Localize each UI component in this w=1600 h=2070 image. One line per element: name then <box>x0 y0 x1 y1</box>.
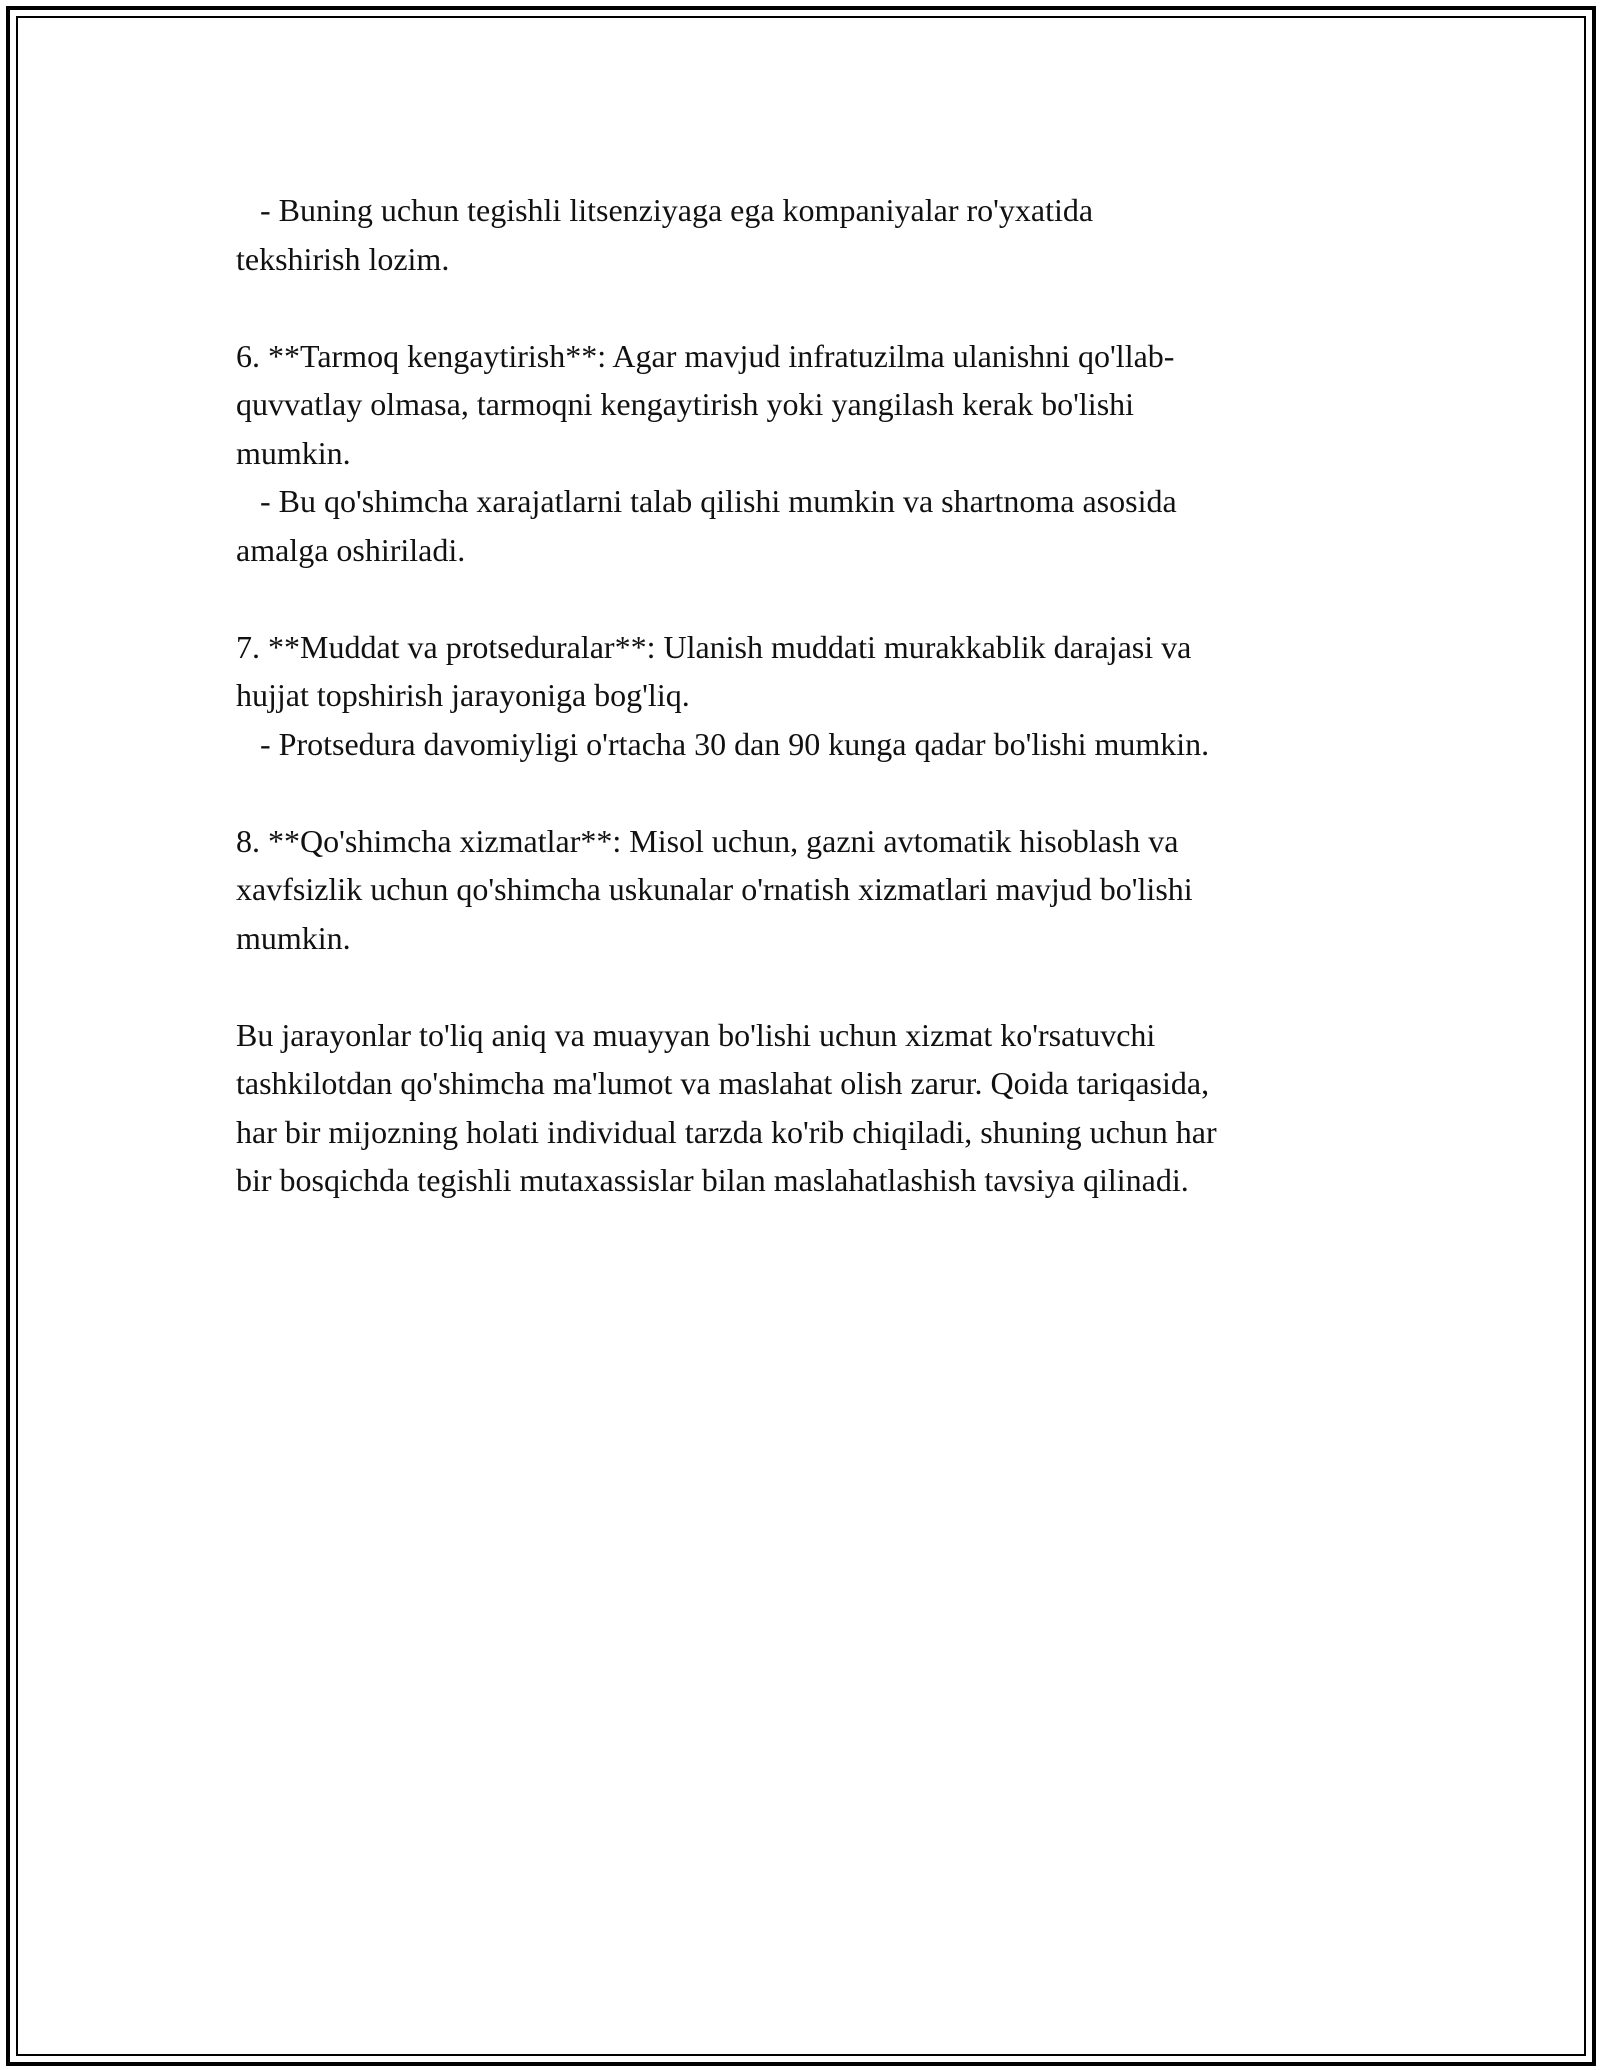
text-line: - Protsedura davomiyligi o'rtacha 30 dan 90 kunga qadar bo'lishi mumkin. <box>236 725 1210 762</box>
paragraph-license-check <box>236 186 1366 283</box>
text-line: mumkin. <box>236 919 351 956</box>
text-line: amalga oshiriladi. <box>236 531 466 568</box>
paragraph-spacer <box>236 283 1366 332</box>
text-line: 8. **Qo'shimcha xizmatlar**: Misol uchun, gazni avtomatik hisoblash va <box>236 822 1179 859</box>
paragraph-additional-services <box>236 817 1366 963</box>
text-line: tashkilotdan qo'shimcha ma'lumot va maslahat olish zarur. Qoida tariqasida, <box>236 1065 1210 1101</box>
text-line: - Bu qo'shimcha xarajatlarni talab qilishi mumkin va shartnoma asosida <box>236 483 1177 519</box>
text-line: bir bosqichda tegishli mutaxassislar bilan maslahatlashish tavsiya qilinadi. <box>236 1162 1189 1198</box>
text-line: Bu jarayonlar to'liq aniq va muayyan bo'lishi uchun xizmat ko'rsatuvchi <box>236 1016 1156 1053</box>
text-line: xavfsizlik uchun qo'shimcha uskunalar o'rnatish xizmatlari mavjud bo'lishi <box>236 871 1193 907</box>
text-line: har bir mijozning holati individual tarzda ko'rib chiqiladi, shuning uchun har <box>236 1113 1217 1150</box>
text-line: tekshirish lozim. <box>236 240 450 277</box>
text-line: 6. **Tarmoq kengaytirish**: Agar mavjud infratuzilma ulanishni qo'llab- <box>236 337 1175 374</box>
paragraph-spacer <box>236 574 1366 623</box>
text-line: 7. **Muddat va protseduralar**: Ulanish muddati murakkablik darajasi va <box>236 628 1192 665</box>
paragraph-duration-procedures <box>236 623 1366 769</box>
paragraph-network-expansion <box>236 332 1366 575</box>
text-line: hujjat topshirish jarayoniga bog'liq. <box>236 677 690 713</box>
paragraph-spacer <box>236 768 1366 817</box>
document-body <box>236 186 1366 1205</box>
text-line: mumkin. <box>236 434 351 471</box>
text-line: quvvatlay olmasa, tarmoqni kengaytirish yoki yangilash kerak bo'lishi <box>236 386 1135 422</box>
text-line: - Buning uchun tegishli litsenziyaga ega kompaniyalar ro'yxatida <box>236 192 1094 228</box>
paragraph-spacer <box>236 962 1366 1011</box>
paragraph-conclusion <box>236 1011 1366 1205</box>
